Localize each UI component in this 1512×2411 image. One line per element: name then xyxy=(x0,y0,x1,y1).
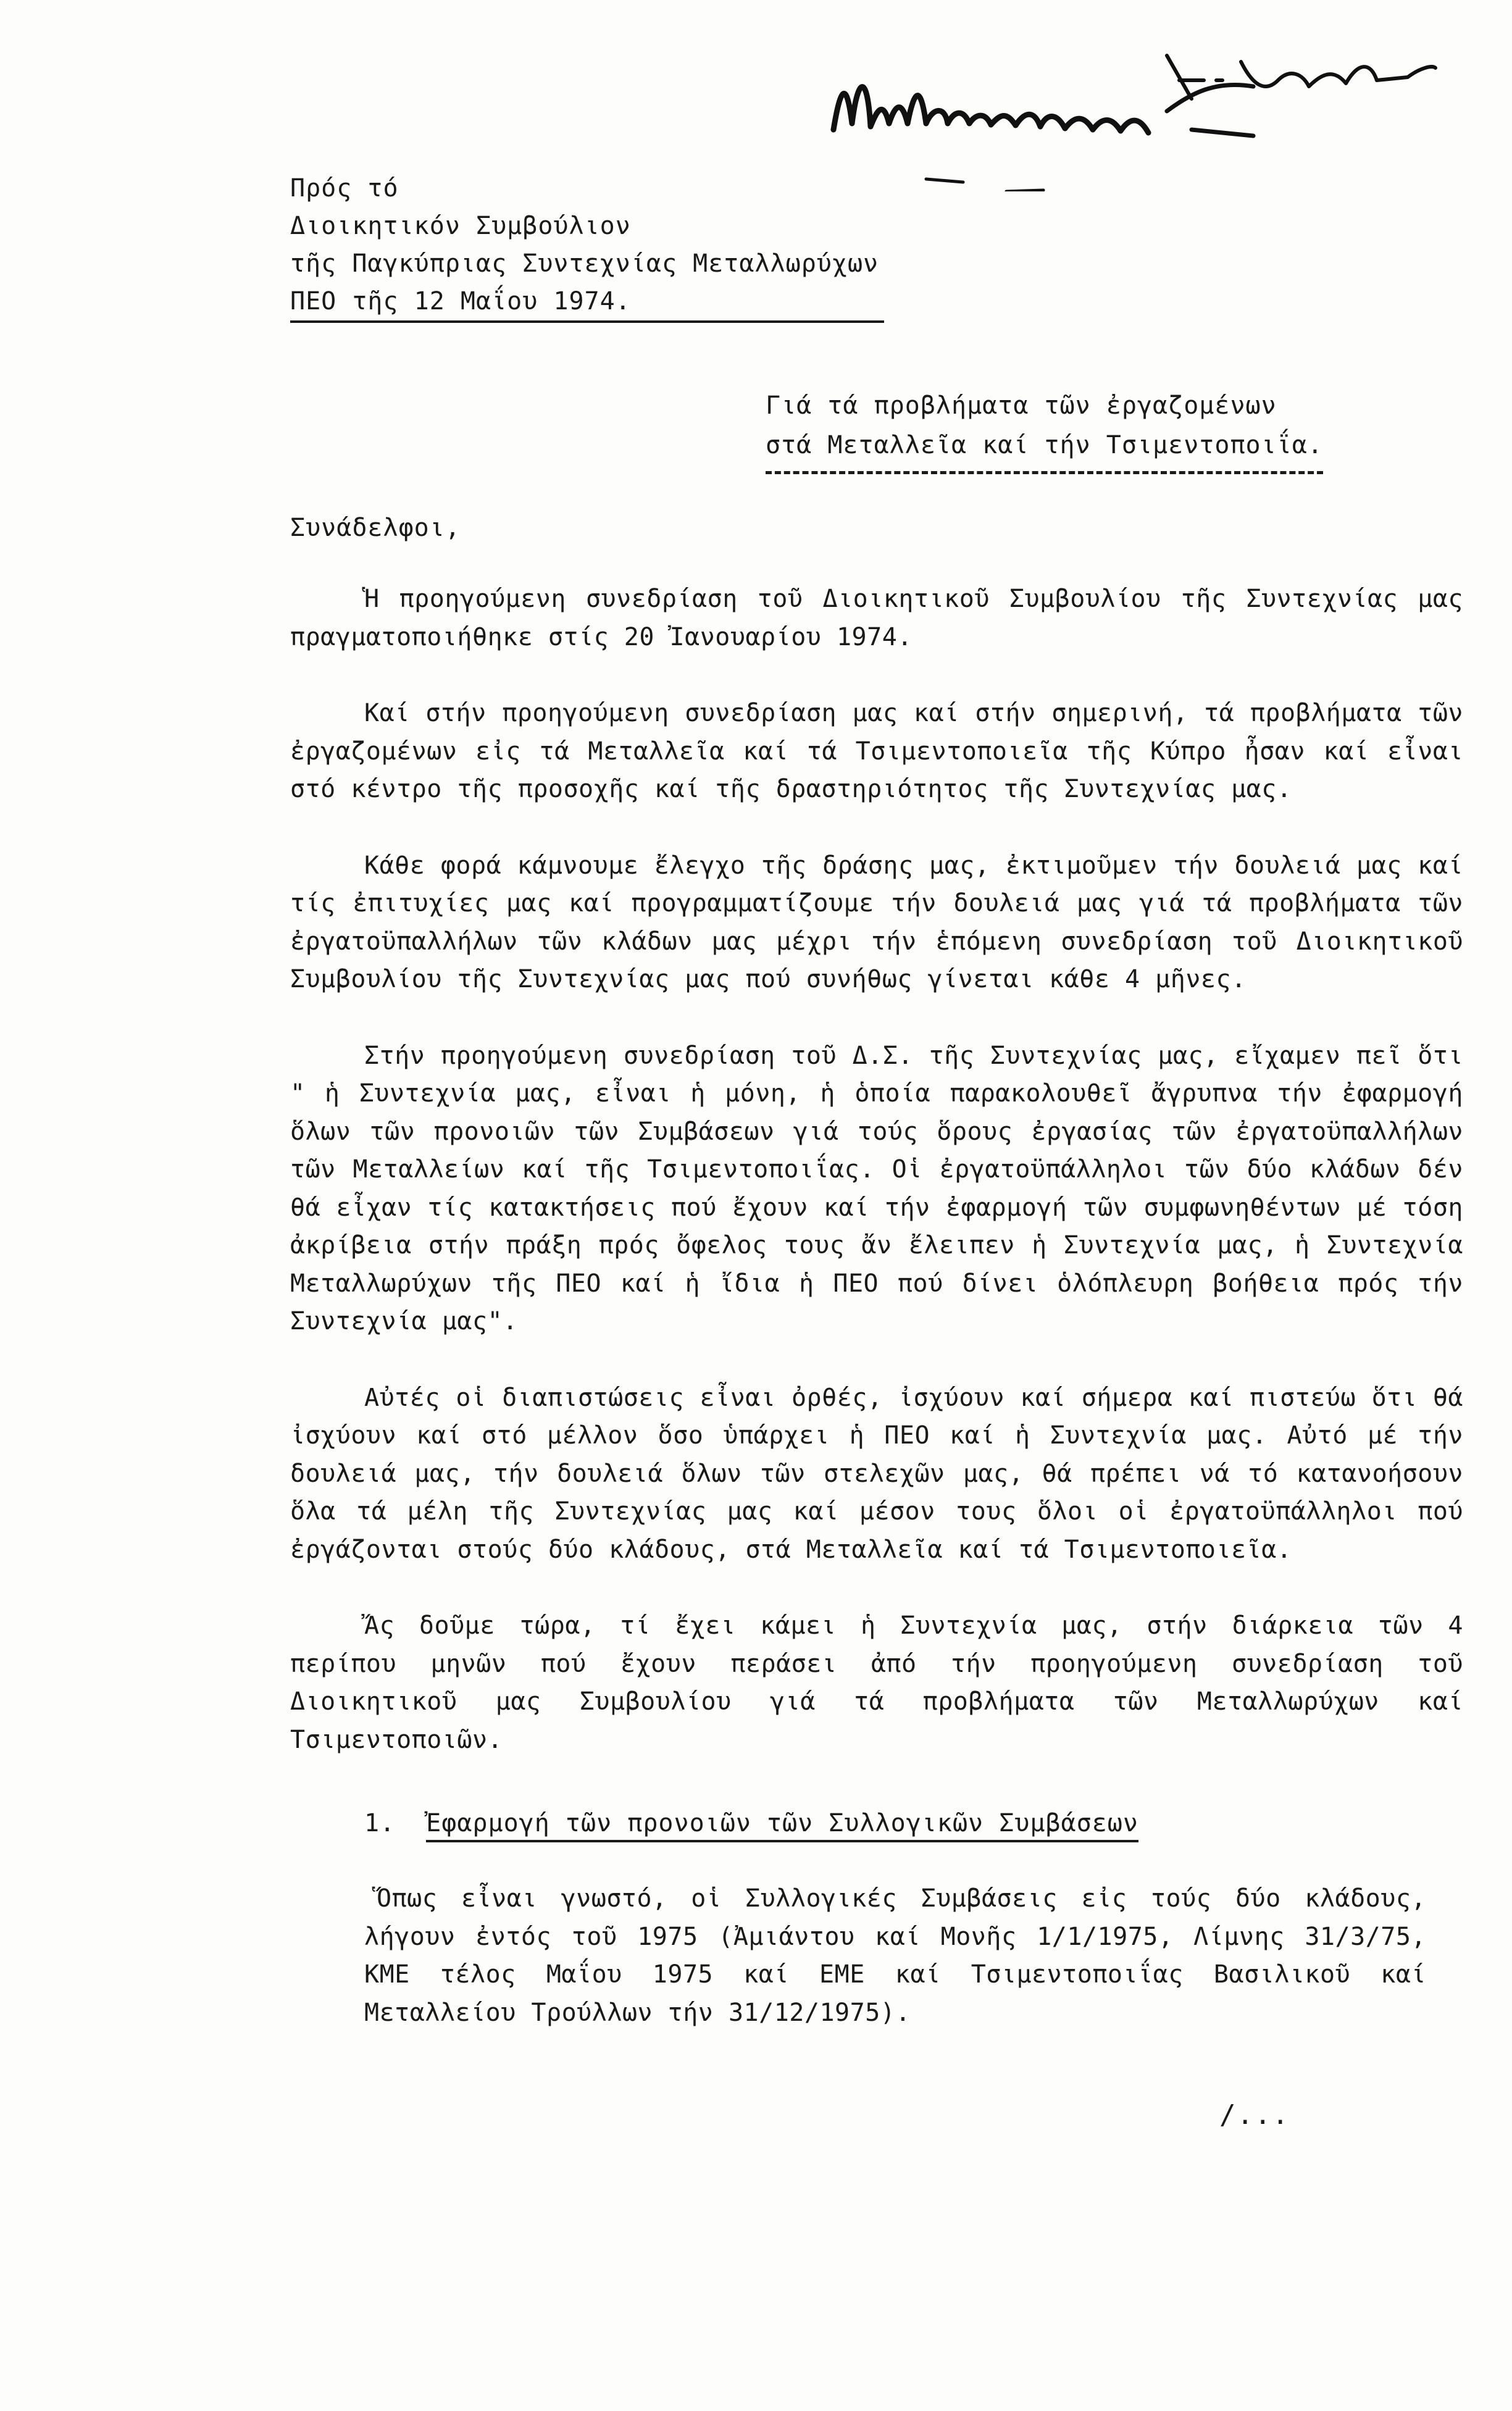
subject-block xyxy=(766,386,1323,474)
addressee-line: Διοικητικόν Συμβούλιον xyxy=(290,212,631,240)
body-paragraph: Καί στήν προηγούμενη συνεδρίαση μας καί στήν σημερινή, τά προβλήματα τῶν ἐργαζομένων εἰς τά Μεταλλεῖα καί τά Τσιμεντοποιεῖα τῆς Κύπρο ἦσαν καί εἶναι στό κέντρο τῆς προσοχῆς καί τῆς δραστηριότητος τῆς Συντεχνίας μας. xyxy=(290,699,1463,803)
body-paragraph: Ἡ προηγούμενη συνεδρίαση τοῦ Διοικητικοῦ Συμβουλίου τῆς Συντεχνίας μας πραγματοποιήθηκε στίς 20 Ἰανουαρίου 1974. xyxy=(290,585,1463,651)
section-number: 1. xyxy=(364,1809,396,1837)
body-paragraph: Αὐτές οἱ διαπιστώσεις εἶναι ὀρθές, ἰσχύουν καί σήμερα καί πιστεύω ὅτι θά ἰσχύουν καί στό μέλλον ὅσο ὑπάρχει ἡ ΠΕΟ καί ἡ Συντεχνία μας. Αὐτό μέ τήν δουλειά μας, τήν δουλειά ὅλων τῶν στελεχῶν μας, θά πρέπει νά τό κατανοήσουν ὅλα τά μέλη τῆς Συντεχνίας μας καί μέσον τους ὅλοι οἱ ἐργατοϋπάλληλοι πού ἐργάζονται στούς δύο κλάδους, στά Μεταλλεῖα καί τά Τσιμεντοποιεῖα. xyxy=(290,1383,1463,1564)
addressee-line: τῆς Παγκύπριας Συντεχνίας Μεταλλωρύχων xyxy=(290,249,879,278)
handwritten-signature xyxy=(821,37,1439,191)
body-paragraph: Ἄς δοῦμε τώρα, τί ἔχει κάμει ἡ Συντεχνία μας, στήν διάρκεια τῶν 4 περίπου μηνῶν πού ἔχουν περάσει ἀπό τήν προηγούμενη συνεδρίαση τοῦ Διοικητικοῦ μας Συμβουλίου γιά τά προβλήματα τῶν Μεταλλωρύχων καί Τσιμεντοποιῶν. xyxy=(290,1611,1463,1754)
section-paragraph: Ὅπως εἶναι γνωστό, οἱ Συλλογικές Συμβάσεις εἰς τούς δύο κλάδους, λήγουν ἐντός τοῦ 1975 (Ἀμιάντου καί Μονῆς 1/1/1975, Λίμνης 31/3/75, ΚΜΕ τέλος Μαΐου 1975 καί ΕΜΕ καί Τσιμεντοποιΐας Βασιλικοῦ καί Μεταλλείου Τρούλλων τήν 31/12/1975). xyxy=(364,1884,1426,2027)
addressee-line: Πρός τό xyxy=(290,174,399,203)
addressee-block xyxy=(290,170,884,323)
section-heading xyxy=(364,1809,1138,1842)
section-title: Ἐφαρμογή τῶν προνοιῶν τῶν Συλλογικῶν Συμβάσεων xyxy=(426,1809,1138,1842)
body-paragraph: Κάθε φορά κάμνουμε ἔλεγχο τῆς δράσης μας, ἐκτιμοῦμεν τήν δουλειά μας καί τίς ἐπιτυχίες μας καί προγραμματίζουμε τήν δουλειά μας γιά τά προβλήματα τῶν ἐργατοϋπαλλήλων τῶν κλάδων μας μέχρι τήν ἑπόμενη συνεδρίαση τοῦ Διοικητικοῦ Συμβουλίου τῆς Συντεχνίας μας πού συνήθως γίνεται κάθε 4 μῆνες. xyxy=(290,851,1463,993)
body-paragraph: Στήν προηγούμενη συνεδρίαση τοῦ Δ.Σ. τῆς Συντεχνίας μας, εἴχαμεν πεῖ ὅτι " ἡ Συντεχνία μας, εἶναι ἡ μόνη, ἡ ὁποία παρακολουθεῖ ἄγρυπνα τήν ἐφαρμογή ὅλων τῶν προνοιῶν τῶν Συμβάσεων γιά τούς ὅρους ἐργασίας τῶν ἐργατοϋπαλλήλων τῶν Μεταλλείων καί τῆς Τσιμεντοποιΐας. Οἱ ἐργατοϋπάλληλοι τῶν δύο κλάδων δέν θά εἶχαν τίς κατακτήσεις πού ἔχουν καί τήν ἐφαρμογή τῶν συμφωνηθέντων μέ τόση ἀκρίβεια στήν πράξη πρός ὄφελος τους ἄν ἔλειπεν ἡ Συντεχνία μας, ἡ Συντεχνία Μεταλλωρύχων τῆς ΠΕΟ καί ἡ ἴδια ἡ ΠΕΟ πού δίνει ὁλόπλευρη βοήθεια πρός τήν Συντεχνία μας". xyxy=(290,1041,1463,1335)
meeting-date-line: ΠΕΟ τῆς 12 Μαΐου 1974. xyxy=(290,283,884,323)
salutation: Συνάδελφοι, xyxy=(290,514,461,542)
continued-marker: /... xyxy=(1219,2099,1290,2131)
subject-line: Γιά τά προβλήματα τῶν ἐργαζομένων xyxy=(766,391,1277,420)
letter-body xyxy=(290,580,1463,1797)
subject-line-underlined: στά Μεταλλεῖα καί τήν Τσιμεντοποιΐα. xyxy=(766,425,1323,474)
